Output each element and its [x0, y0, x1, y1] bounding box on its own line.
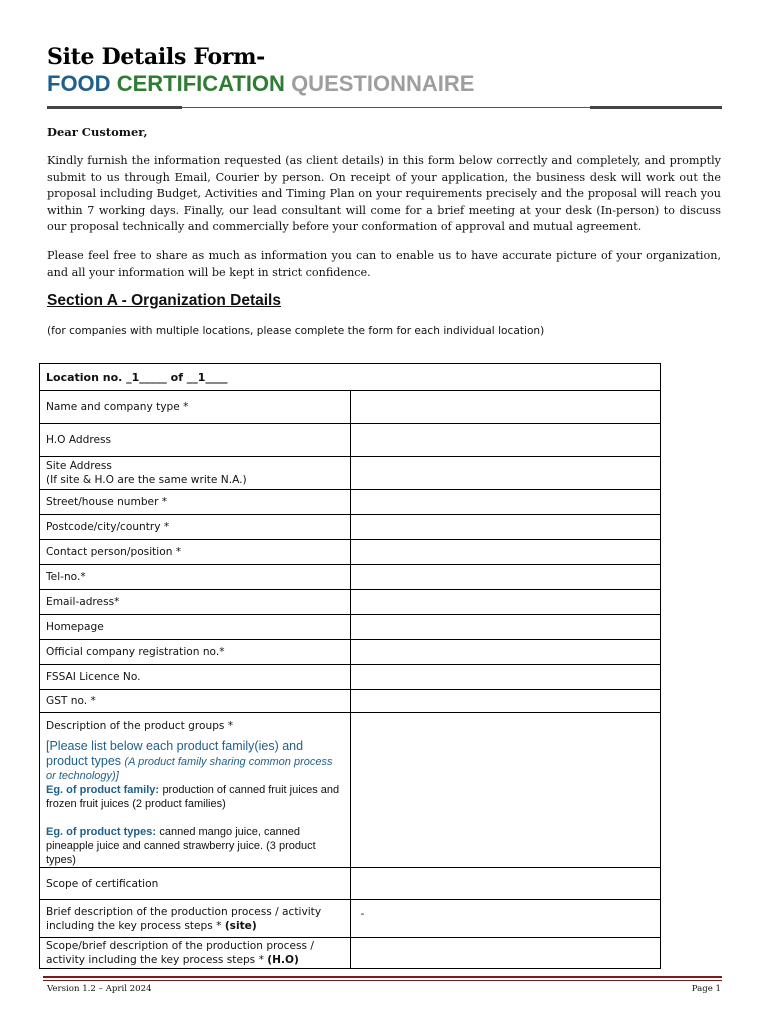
process-site-label: Brief description of the production process / activity including the key process steps *: [46, 905, 322, 932]
field-label: [40, 900, 351, 938]
table-row: [40, 868, 661, 900]
field-label: Tel-no.*: [40, 565, 351, 590]
process-ho-field[interactable]: [350, 938, 661, 969]
street-house-number-field[interactable]: [350, 490, 661, 515]
confidentiality-paragraph: Please feel free to share as much as information you can to enable us to have accurate picture of your organization, and all your information will be kept in strict confidence.: [47, 249, 721, 279]
process-site-field[interactable]: -: [350, 900, 661, 938]
field-label: [40, 938, 351, 969]
footer-divider-thin: [43, 980, 722, 981]
table-row: [40, 938, 661, 969]
process-site-suffix: (site): [224, 919, 257, 932]
field-label: GST no. *: [40, 690, 351, 713]
intro-paragraph: Kindly furnish the information requested (as client details) in this form below correctly and completely, and promptly submit to us through Email, Courier by person. On receipt of your application, the business desk will work out the proposal including Budget, Activities and Timing Plan on your requirements precisely and the proposal will reach you within 7 working days. Finally, our lead consultant will come for a brief meeting at your desk (In-person) to discuss our proposal technically and commercially before your conformation of approval and mutual agreement.: [47, 154, 721, 234]
footer-version: Version 1.2 – April 2024: [47, 984, 152, 994]
example-types-text: canned mango juice, canned pineapple juice and canned strawberry juice. (3 product types): [46, 826, 316, 866]
name-company-type-field[interactable]: [350, 391, 661, 424]
field-label: [40, 457, 351, 490]
field-label: H.O Address: [40, 424, 351, 457]
table-row: [40, 615, 661, 640]
subtitle-certification: CERTIFICATION: [116, 71, 285, 96]
product-groups-cell: [40, 713, 351, 868]
table-row: [40, 690, 661, 713]
location-number: Location no. _1_____ of __1____: [40, 364, 661, 391]
product-groups-field[interactable]: [350, 713, 661, 868]
table-row: [40, 391, 661, 424]
table-row: [40, 665, 661, 690]
gst-no-field[interactable]: [350, 690, 661, 713]
table-row: [40, 457, 661, 490]
product-groups-hint-italic: (A product family sharing common process or technology)]: [46, 756, 333, 782]
scope-of-certification-field[interactable]: [350, 868, 661, 900]
table-row: [40, 490, 661, 515]
field-label: Postcode/city/country *: [40, 515, 351, 540]
site-address-hint: (If site & H.O are the same write N.A.): [46, 474, 247, 486]
table-row: [40, 900, 661, 938]
example-family-text: production of canned fruit juices and frozen fruit juices (2 product families): [46, 784, 340, 810]
example-product-family: [46, 783, 344, 811]
field-label: Official company registration no.*: [40, 640, 351, 665]
table-row: [40, 424, 661, 457]
table-row: [40, 540, 661, 565]
example-types-label: Eg. of product types:: [46, 826, 156, 838]
ho-address-field[interactable]: [350, 424, 661, 457]
email-field[interactable]: [350, 590, 661, 615]
contact-person-field[interactable]: [350, 540, 661, 565]
homepage-field[interactable]: [350, 615, 661, 640]
field-label: Email-adress*: [40, 590, 351, 615]
footer-page-number: Page 1: [691, 984, 721, 994]
table-row: [40, 364, 661, 391]
site-address-label: Site Address: [46, 460, 112, 472]
product-groups-hint-main: [Please list below each product family(ies) and product types: [46, 739, 304, 768]
tel-no-field[interactable]: [350, 565, 661, 590]
subtitle-questionnaire: QUESTIONNAIRE: [291, 71, 475, 96]
process-ho-suffix: (H.O): [267, 954, 299, 966]
table-row: [40, 515, 661, 540]
form-subtitle: [47, 71, 474, 97]
table-row: [40, 565, 661, 590]
footer-divider: [43, 976, 722, 978]
section-a-note: (for companies with multiple locations, please complete the form for each individual location): [47, 325, 545, 337]
subtitle-food: FOOD: [47, 71, 111, 96]
field-label: Name and company type *: [40, 391, 351, 424]
field-label: FSSAI Licence No.: [40, 665, 351, 690]
product-groups-label: Description of the product groups *: [46, 720, 234, 732]
field-label: Scope of certification: [40, 868, 351, 900]
postcode-city-country-field[interactable]: [350, 515, 661, 540]
example-product-types: [46, 825, 344, 867]
table-row: [40, 713, 661, 868]
table-row: [40, 640, 661, 665]
example-family-label: Eg. of product family:: [46, 784, 160, 796]
table-row: [40, 590, 661, 615]
organization-details-table: [39, 363, 661, 969]
form-title: Site Details Form-: [47, 44, 266, 70]
salutation: Dear Customer,: [47, 125, 148, 139]
process-ho-label: Scope/brief description of the production process / activity including the key process steps *: [46, 940, 314, 966]
section-a-heading: Section A - Organization Details: [47, 292, 281, 309]
header-divider-accent-left: [47, 106, 182, 109]
registration-no-field[interactable]: [350, 640, 661, 665]
product-groups-hint: [46, 739, 344, 783]
header-divider-accent-right: [590, 106, 722, 109]
fssai-licence-field[interactable]: [350, 665, 661, 690]
field-label: Street/house number *: [40, 490, 351, 515]
field-label: Contact person/position *: [40, 540, 351, 565]
site-address-field[interactable]: [350, 457, 661, 490]
field-label: Homepage: [40, 615, 351, 640]
